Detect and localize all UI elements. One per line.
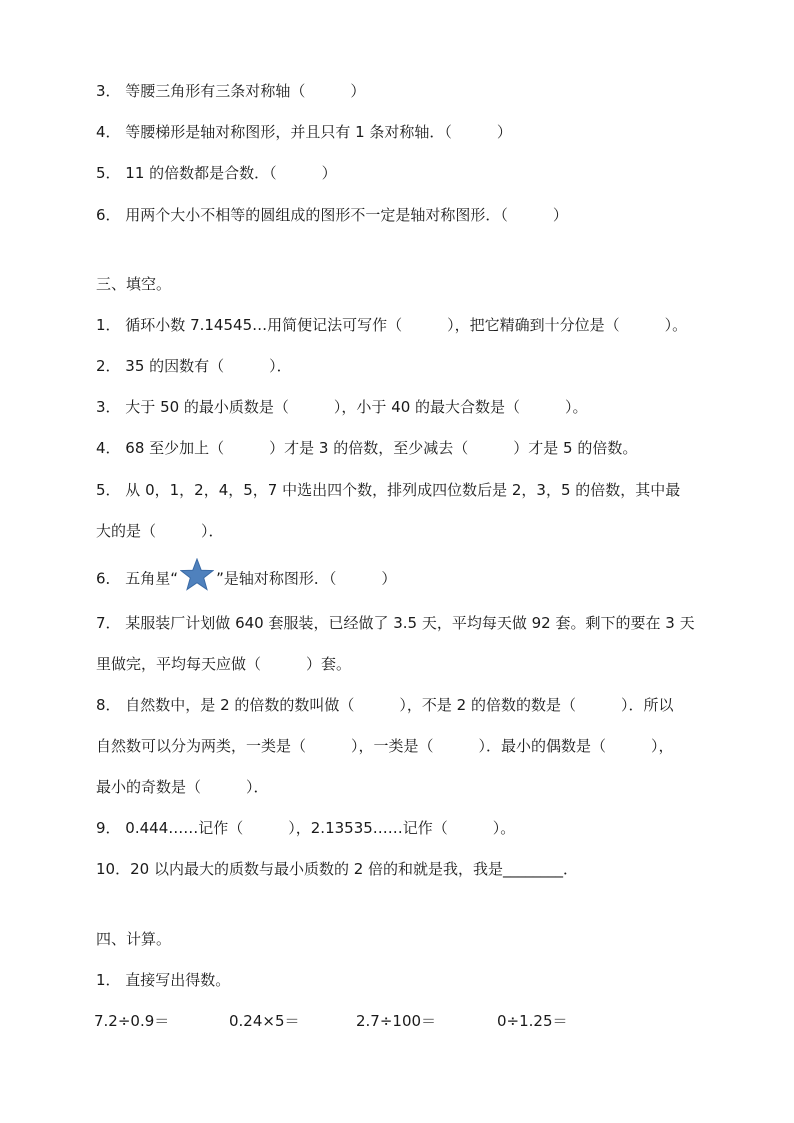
fill-question-3: 3． 大于 50 的最小质数是（ ），小于 40 的最大合数是（ ）。: [96, 398, 588, 416]
fill-question-7-line-1: 7． 某服装厂计划做 640 套服装，已经做了 3.5 天，平均每天做 92 套。剩下的要在 3 天: [96, 614, 695, 632]
fill-question-9: 9． 0.444……记作（ ），2.13535……记作（ ）。: [96, 819, 516, 837]
calc-expression-3: 2.7÷100＝: [356, 1012, 437, 1030]
section-fill-title: 三、填空。: [96, 275, 172, 293]
judge-question-3: 3． 等腰三角形有三条对称轴（ ）: [96, 82, 366, 100]
judge-question-6: 6． 用两个大小不相等的圆组成的图形不一定是轴对称图形．（ ）: [96, 206, 568, 224]
fill-question-6-after: ”是轴对称图形．（ ）: [216, 569, 397, 588]
calc-expression-2: 0.24×5＝: [229, 1012, 300, 1030]
calc-question-1: 1． 直接写出得数。: [96, 971, 231, 989]
fill-question-1: 1． 循环小数 7.14545…用简便记法可写作（ ），把它精确到十分位是（ ）。: [96, 316, 688, 334]
fill-question-8-line-3: 最小的奇数是（ ）．: [96, 778, 269, 796]
fill-question-7-line-2: 里做完，平均每天应做（ ）套。: [96, 655, 352, 673]
judge-question-4: 4． 等腰梯形是轴对称图形，并且只有 1 条对称轴．（ ）: [96, 123, 512, 141]
fill-question-8-line-2: 自然数可以分为两类，一类是（ ），一类是（ ）．最小的偶数是（ ），: [96, 737, 674, 755]
fill-question-6: [96, 566, 396, 592]
star-icon: [180, 558, 214, 592]
fill-question-8-line-1: 8． 自然数中，是 2 的倍数的数叫做（ ），不是 2 的倍数的数是（ ）．所以: [96, 696, 674, 714]
fill-question-5-line-1: 5． 从 0，1，2，4，5，7 中选出四个数，排列成四位数后是 2，3，5 的倍数，其中最: [96, 481, 681, 499]
fill-question-5-line-2: 大的是（ ）．: [96, 522, 224, 540]
fill-question-4: 4． 68 至少加上（ ）才是 3 的倍数，至少减去（ ）才是 5 的倍数。: [96, 439, 638, 457]
judge-question-5: 5． 11 的倍数都是合数．（ ）: [96, 164, 337, 182]
section-calc-title: 四、计算。: [96, 930, 172, 948]
fill-question-10: 10．20 以内最大的质数与最小质数的 2 倍的和就是我，我是________．: [96, 860, 579, 878]
fill-question-6-before: 6． 五角星“: [96, 569, 179, 588]
calc-expressions-row: [94, 1011, 568, 1031]
calc-expression-4: 0÷1.25＝: [497, 1012, 568, 1030]
fill-question-2: 2． 35 的因数有（ ）．: [96, 357, 292, 375]
calc-expression-1: 7.2÷0.9＝: [94, 1012, 170, 1030]
